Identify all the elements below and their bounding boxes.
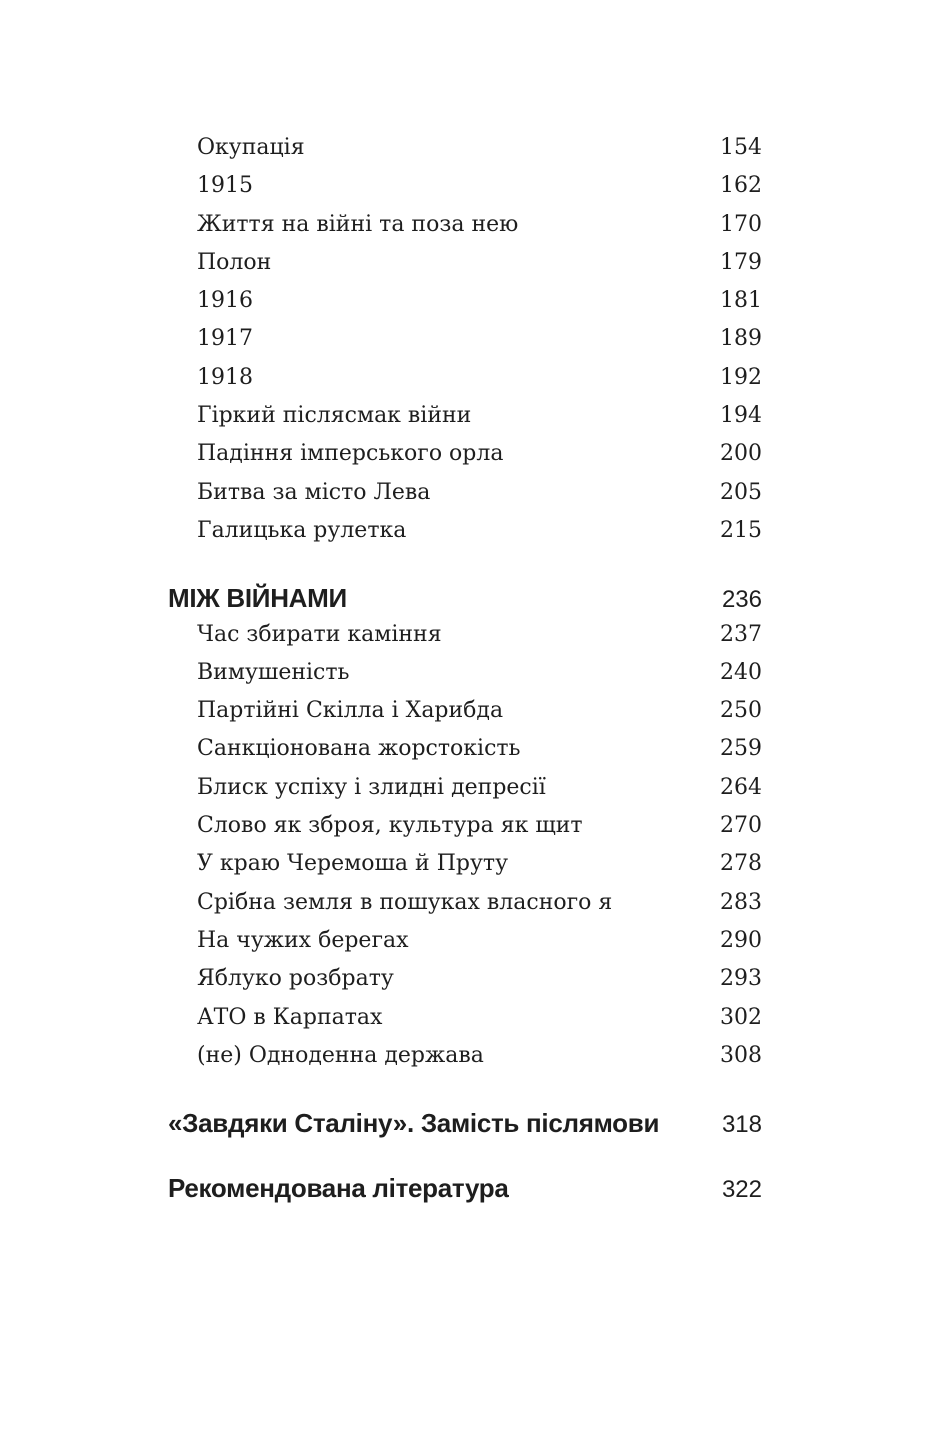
toc-entry-page: 200 — [720, 441, 762, 467]
toc-row — [168, 212, 762, 250]
toc-entry-label: Слово як зброя, культура як щит — [197, 813, 583, 839]
toc-row — [168, 775, 762, 813]
toc-entry-page: 322 — [721, 1176, 762, 1204]
toc-entry-label: Життя на війні та поза нею — [197, 211, 519, 237]
toc-row — [168, 365, 762, 403]
toc-entry-page: 237 — [720, 621, 762, 647]
toc-entry-page: 181 — [720, 288, 762, 314]
toc-entry-page: 205 — [720, 479, 762, 505]
toc-row — [168, 851, 762, 889]
toc-entry-page: 270 — [720, 813, 762, 839]
toc-entry-label: Вимушеність — [197, 659, 350, 685]
toc-entry-page: 179 — [720, 249, 762, 275]
toc-entry-page: 278 — [720, 851, 762, 877]
toc-entry-page: 264 — [720, 774, 762, 800]
toc-row — [168, 660, 762, 698]
toc-entry-label: У краю Черемоша й Пруту — [197, 851, 509, 877]
toc-entry-page: 192 — [720, 364, 762, 390]
toc-entry-page: 250 — [720, 698, 762, 724]
toc-entry-label: МІЖ ВІЙНАМИ — [168, 583, 347, 614]
toc-entry-label: Рекомендована література — [168, 1173, 509, 1204]
toc-row — [168, 890, 762, 928]
toc-entry-label: 1917 — [197, 326, 253, 352]
toc-row — [168, 928, 762, 966]
toc-row — [168, 518, 762, 556]
toc-row — [168, 1043, 762, 1081]
toc-entry-page: 259 — [720, 736, 762, 762]
toc-entry-label: Полон — [197, 249, 272, 275]
toc-entry-page: 290 — [720, 927, 762, 953]
toc-entry-label: На чужих берегах — [197, 927, 409, 953]
toc-entry-label: 1918 — [197, 364, 253, 390]
toc-entry-page: 170 — [720, 211, 762, 237]
toc-row — [168, 250, 762, 288]
toc-entry-page: 154 — [720, 135, 762, 160]
toc-entry-label: Партійні Скілла і Харибда — [197, 698, 504, 724]
toc-entry-page: 308 — [720, 1042, 762, 1068]
toc-entry-label: Битва за місто Лева — [197, 479, 431, 505]
toc-entry-label: АТО в Карпатах — [197, 1004, 383, 1030]
table-of-contents — [168, 135, 762, 1212]
toc-row — [168, 326, 762, 364]
toc-entry-page: 236 — [721, 586, 762, 614]
toc-row — [168, 813, 762, 851]
toc-entry-label: Блиск успіху і злидні депресії — [197, 774, 546, 800]
toc-section-row — [168, 583, 762, 621]
toc-row — [168, 135, 762, 173]
toc-entry-page: 162 — [720, 173, 762, 199]
toc-entry-page: 293 — [720, 966, 762, 992]
toc-section-row — [168, 1173, 762, 1211]
toc-row — [168, 1005, 762, 1043]
toc-entry-page: 194 — [720, 403, 762, 429]
toc-entry-page: 240 — [720, 659, 762, 685]
toc-entry-page: 302 — [720, 1004, 762, 1030]
toc-row — [168, 173, 762, 211]
toc-entry-page: 318 — [721, 1111, 762, 1139]
toc-entry-page: 215 — [720, 517, 762, 543]
toc-row — [168, 403, 762, 441]
toc-row — [168, 736, 762, 774]
toc-entry-label: Гіркий післясмак війни — [197, 403, 472, 429]
toc-entry-page: 189 — [720, 326, 762, 352]
toc-entry-label: «Завдяки Сталіну». Замість післямови — [168, 1108, 660, 1139]
toc-entry-label: (не) Одноденна держава — [197, 1042, 484, 1068]
toc-row — [168, 622, 762, 660]
toc-row — [168, 480, 762, 518]
toc-entry-label: Яблуко розбрату — [197, 966, 394, 992]
toc-entry-page: 283 — [720, 889, 762, 915]
toc-entry-label: Падіння імперського орла — [197, 441, 504, 467]
toc-entry-label: 1915 — [197, 173, 253, 199]
toc-section-row — [168, 1108, 762, 1146]
toc-row — [168, 441, 762, 479]
toc-entry-label: Окупація — [197, 135, 305, 160]
toc-row — [168, 288, 762, 326]
toc-entry-label: Срібна земля в пошуках власного я — [197, 889, 613, 915]
toc-entry-label: Галицька рулетка — [197, 517, 407, 543]
toc-entry-label: 1916 — [197, 288, 253, 314]
toc-row — [168, 966, 762, 1004]
toc-entry-label: Час збирати каміння — [197, 621, 442, 647]
toc-entry-label: Санкціонована жорстокість — [197, 736, 521, 762]
toc-row — [168, 698, 762, 736]
